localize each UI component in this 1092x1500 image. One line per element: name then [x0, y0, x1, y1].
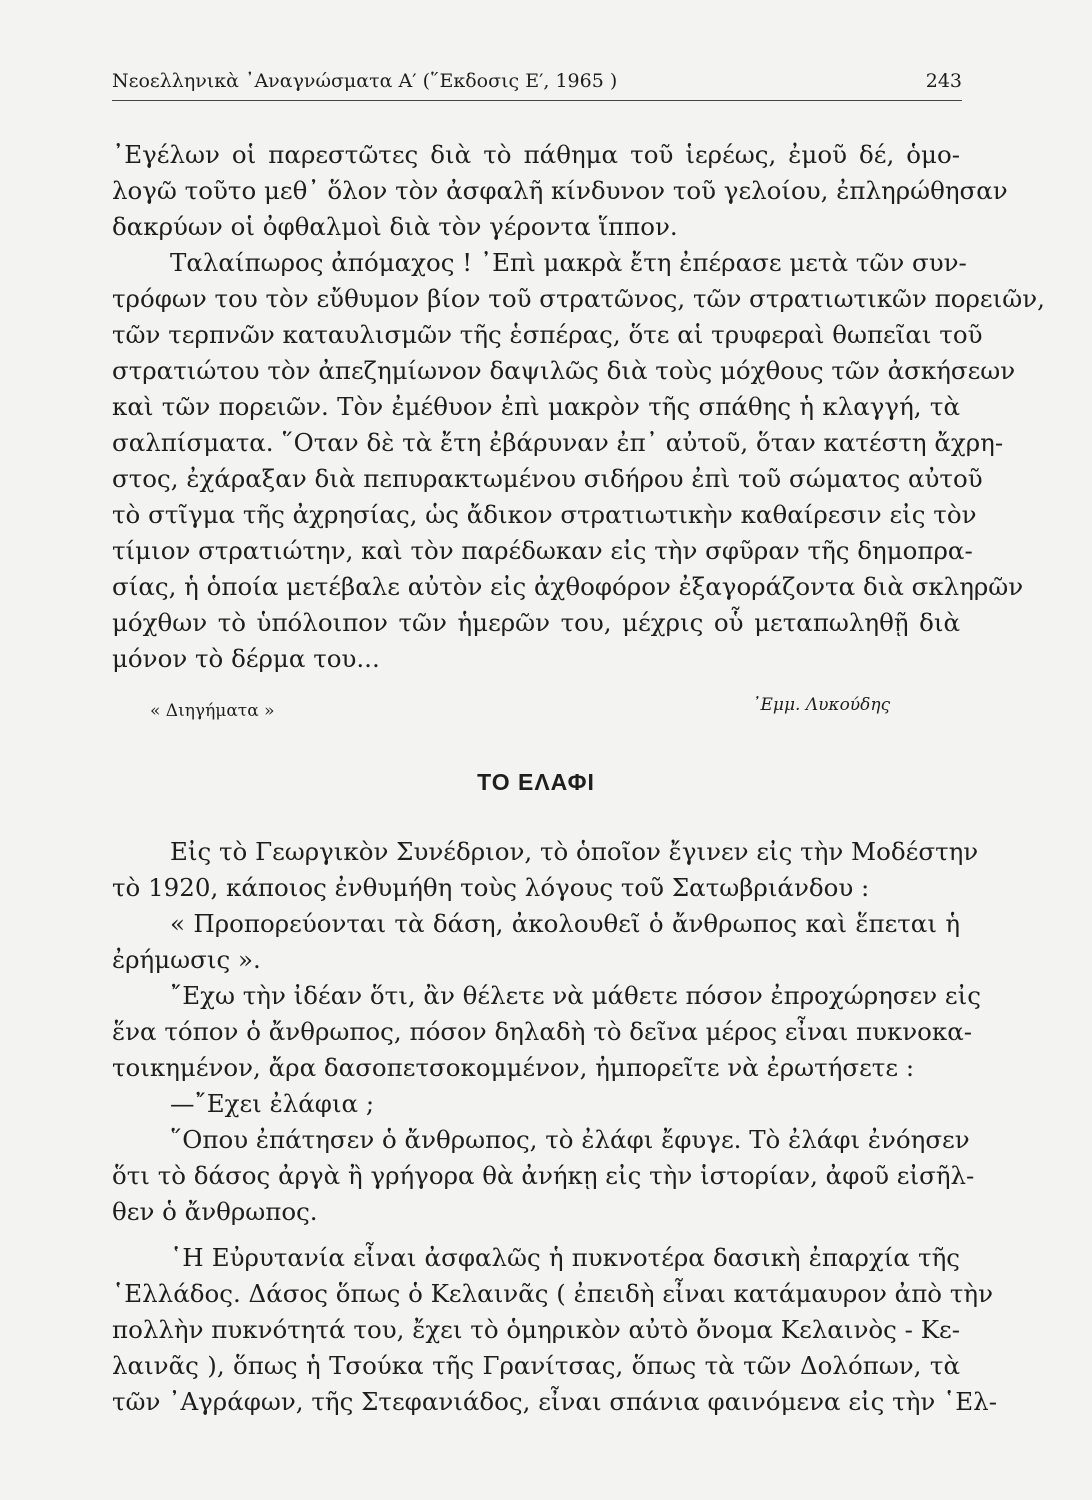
- text-line: τοικημένον, ἄρα δασοπετσοκομμένον, ἠμπορεῖτε νὰ ἐρωτήσετε :: [112, 1053, 915, 1082]
- text-line: ἐρήμωσις ».: [112, 945, 261, 974]
- text-line: « Προπορεύονται τὰ δάση, ἀκολουθεῖ ὁ ἄνθρωπος καὶ ἕπεται ἡ: [170, 909, 960, 938]
- text-line: καὶ τῶν πορειῶν. Τὸν ἐμέθυον ἐπὶ μακρὸν τῆς σπάθης ἡ κλαγγή, τὰ: [112, 392, 960, 421]
- text-line: ῾Η Εὐρυτανία εἶναι ἀσφαλῶς ἡ πυκνοτέρα δασικὴ ἐπαρχία τῆς: [170, 1243, 960, 1272]
- text-line: δακρύων οἱ ὀφθαλμοὶ διὰ τὸν γέροντα ἵππον.: [112, 212, 678, 241]
- text-line: τῶν τερπνῶν καταυλισμῶν τῆς ἑσπέρας, ὅτε αἱ τρυφεραὶ θωπεῖαι τοῦ: [112, 320, 983, 349]
- text-line: τῶν ᾿Αγράφων, τῆς Στεφανιάδος, εἶναι σπάνια φαινόμενα εἰς τὴν ῾Ελ-: [112, 1387, 997, 1416]
- text-line: Εἰς τὸ Γεωργικὸν Συνέδριον, τὸ ὁποῖον ἔγινεν εἰς τὴν Μοδέστην: [170, 837, 979, 866]
- text-line: Ταλαίπωρος ἀπόμαχος ! ᾿Επὶ μακρὰ ἔτη ἐπέρασε μετὰ τῶν συν-: [170, 248, 967, 277]
- running-header: [112, 66, 962, 96]
- text-line: στρατιώτου τὸν ἀπεζημίωνον δαψιλῶς διὰ τοὺς μόχθους τῶν ἀσκήσεων: [112, 356, 1016, 385]
- text-line: μόνον τὸ δέρμα του...: [112, 644, 380, 673]
- author-attribution: ᾿Εμμ. Λυκούδης: [752, 695, 891, 715]
- text-line: σίας, ἡ ὁποία μετέβαλε αὐτὸν εἰς ἀχθοφόρον ἐξαγοράζοντα διὰ σκληρῶν: [112, 572, 1024, 601]
- text-line: λαινᾶς ), ὅπως ἡ Τσούκα τῆς Γρανίτσας, ὅπως τὰ τῶν Δολόπων, τὰ: [112, 1351, 960, 1380]
- text-line: ἕνα τόπον ὁ ἄνθρωπος, πόσον δηλαδὴ τὸ δεῖνα μέρος εἶναι πυκνοκα-: [112, 1017, 973, 1046]
- text-line: τὸ στῖγμα τῆς ἀχρησίας, ὡς ἄδικον στρατιωτικὴν καθαίρεσιν εἰς τὸν: [112, 500, 977, 529]
- text-line: ᾿Εγέλων οἱ παρεστῶτες διὰ τὸ πάθημα τοῦ ἱερέως, ἐμοῦ δέ, ὁμο-: [112, 140, 960, 169]
- text-line: ὅτι τὸ δάσος ἀργὰ ἢ γρήγορα θὰ ἀνήκῃ εἰς τὴν ἱστορίαν, ἀφοῦ εἰσῆλ-: [112, 1161, 975, 1190]
- text-line: σαλπίσματα. ῞Οταν δὲ τὰ ἔτη ἐβάρυναν ἐπ᾿ αὐτοῦ, ὅταν κατέστη ἄχρη-: [112, 428, 1004, 457]
- text-line: τὸ 1920, κάποιος ἐνθυμήθη τοὺς λόγους τοῦ Σατωβριάνδου :: [112, 873, 870, 902]
- text-line: —῎Εχει ἐλάφια ;: [170, 1089, 375, 1118]
- text-line: ῾Ελλάδος. Δάσος ὅπως ὁ Κελαινᾶς ( ἐπειδὴ εἶναι κατάμαυρον ἀπὸ τὴν: [112, 1279, 993, 1308]
- text-line: θεν ὁ ἄνθρωπος.: [112, 1197, 318, 1226]
- text-line: λογῶ τοῦτο μεθ᾿ ὅλον τὸν ἀσφαλῆ κίνδυνον τοῦ γελοίου, ἐπληρώθησαν: [112, 176, 1008, 205]
- text-line: ῞Οπου ἐπάτησεν ὁ ἄνθρωπος, τὸ ἐλάφι ἔφυγε. Τὸ ἐλάφι ἐνόησεν: [170, 1125, 970, 1154]
- text-line: τρόφων του τὸν εὔθυμον βίον τοῦ στρατῶνος, τῶν στρατιωτικῶν πορειῶν,: [112, 284, 1045, 313]
- running-title: Νεοελληνικὰ ᾿Αναγνώσματα Α′ (῞Εκδοσις Ε′, 1965 ): [112, 70, 618, 92]
- source-citation: « Διηγήματα »: [150, 701, 275, 721]
- text-line: πολλὴν πυκνότητά του, ἔχει τὸ ὁμηρικὸν αὐτὸ ὄνομα Κελαινὸς - Κε-: [112, 1315, 960, 1344]
- page-number: 243: [925, 70, 962, 92]
- section-title: ΤΟ ΕΛΑΦΙ: [477, 769, 595, 795]
- text-line: τίμιον στρατιώτην, καὶ τὸν παρέδωκαν εἰς τὴν σφῦραν τῆς δημοπρα-: [112, 536, 973, 565]
- text-line: στος, ἐχάραξαν διὰ πεπυρακτωμένου σιδήρου ἐπὶ τοῦ σώματος αὐτοῦ: [112, 464, 983, 493]
- text-line: μόχθων τὸ ὑπόλοιπον τῶν ἡμερῶν του, μέχρις οὗ μεταπωληθῇ διὰ: [112, 608, 960, 637]
- header-rule: [112, 100, 962, 101]
- text-line: ῎Εχω τὴν ἰδέαν ὅτι, ἂν θέλετε νὰ μάθετε πόσον ἐπροχώρησεν εἰς: [170, 981, 981, 1010]
